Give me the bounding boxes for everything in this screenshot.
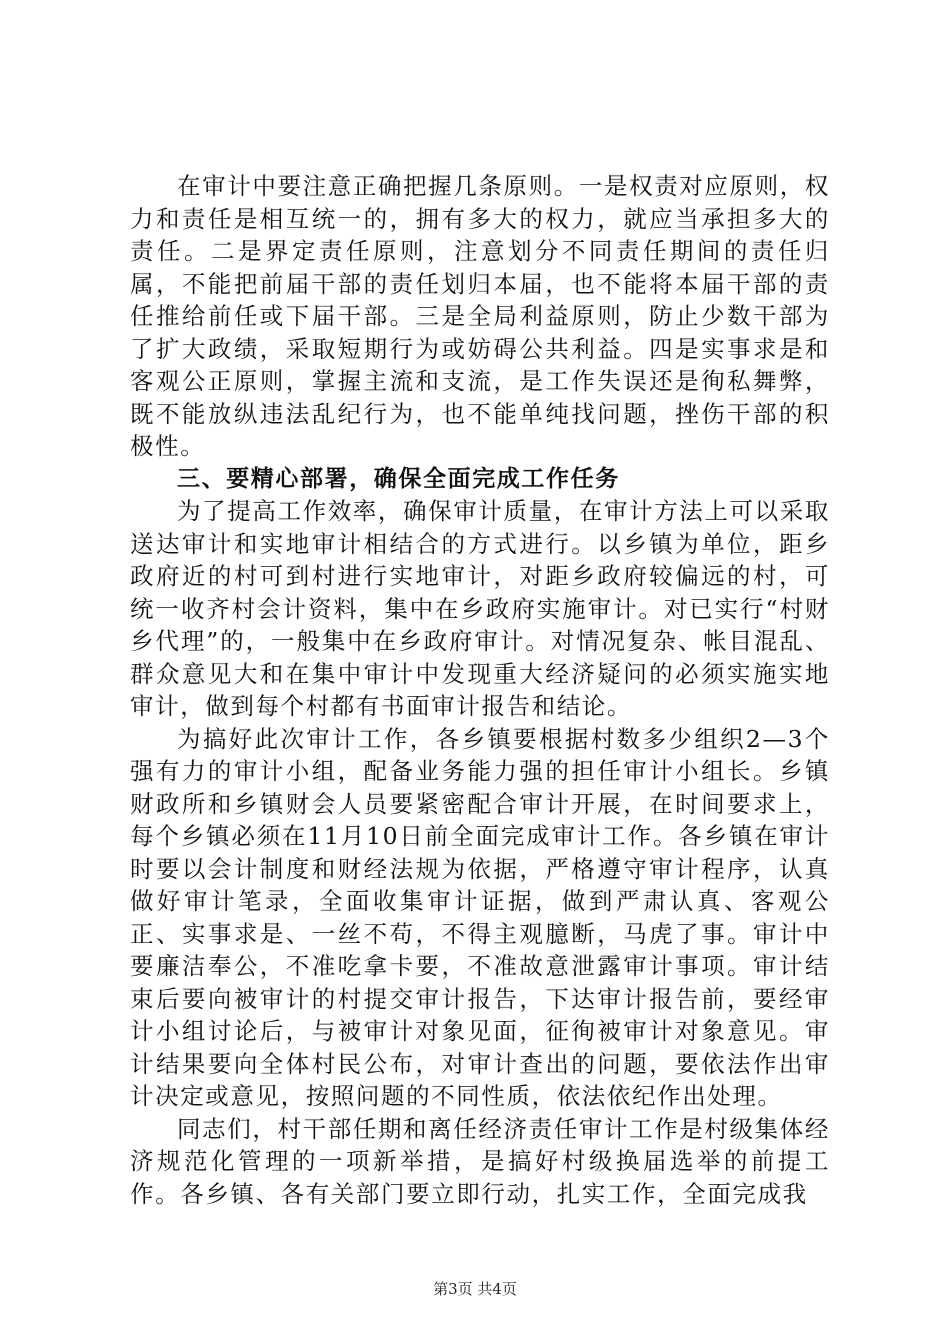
paragraph-closing: 同志们，村干部任期和离任经济责任审计工作是村级集体经济规范化管理的一项新举措，是搞好村级换届选举的前提工作。各乡镇、各有关部门要立即行动，扎实工作，全面完成我 bbox=[130, 1114, 830, 1208]
paragraph-audit-methods: 为了提高工作效率，确保审计质量，在审计方法上可以采取送达审计和实地审计相结合的方式进行。以乡镇为单位，距乡政府近的村可到村进行实地审计，对距乡政府较偏远的村，可统一收齐村会计资料，集中在乡政府实施审计。对已实行“村财乡代理”的，一般集中在乡政府审计。对情况复杂、帐目混乱、群众意见大和在集中审计中发现重大经济疑问的必须实施实地审计，做到每个村都有书面审计报告和结论。 bbox=[130, 497, 830, 720]
document-body bbox=[130, 170, 830, 1210]
paragraph-audit-teams: 为搞好此次审计工作，各乡镇要根据村数多少组织2—3个强有力的审计小组，配备业务能力强的担任审计小组长。乡镇财政所和乡镇财会人员要紧密配合审计开展，在时间要求上，每个乡镇必须在11月10日前全面完成审计工作。各乡镇在审计时要以会计制度和财经法规为依据，严格遵守审计程序，认真做好审计笔录，全面收集审计证据，做到严肃认真、客观公正、实事求是、一丝不苟，不得主观臆断，马虎了事。审计中要廉洁奉公，不准吃拿卡要，不准故意泄露审计事项。审计结束后要向被审计的村提交审计报告，下达审计报告前，要经审计小组讨论后，与被审计对象见面，征徇被审计对象意见。审计结果要向全体村民公布，对审计查出的问题，要依法作出审计决定或意见，按照问题的不同性质，依法依纪作出处理。 bbox=[130, 724, 830, 1110]
section-heading: 三、要精心部署，确保全面完成工作任务 bbox=[177, 465, 620, 492]
paragraph-principles: 在审计中要注意正确把握几条原则。一是权责对应原则，权力和责任是相互统一的，拥有多大的权力，就应当承担多大的责任。二是界定责任原则，注意划分不同责任期间的责任归属，不能把前届干部的责任划归本届，也不能将本届干部的责任推给前任或下届干部。三是全局利益原则，防止少数干部为了扩大政绩，采取短期行为或妨碍公共利益。四是实事求是和客观公正原则，掌握主流和支流，是工作失误还是徇私舞弊，既不能放纵违法乱纪行为，也不能单纯找问题，挫伤干部的积极性。 bbox=[130, 172, 830, 460]
page-footer: 第3页 共4页 bbox=[433, 1280, 517, 1298]
